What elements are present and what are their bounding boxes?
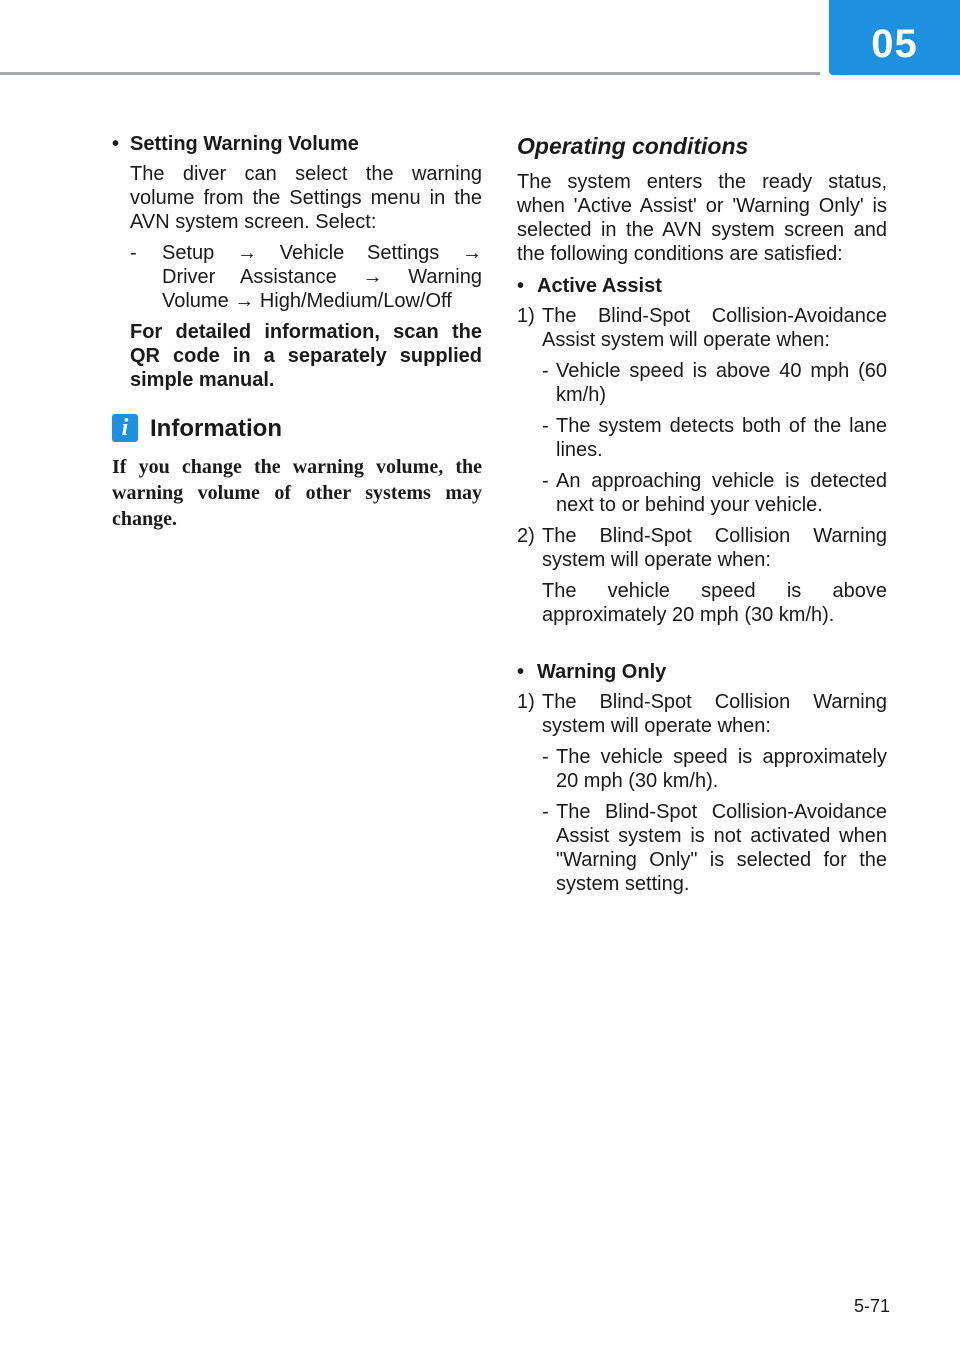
operating-conditions-intro: The system enters the ready status, when 'Active Assist' or 'Warning Only' is selected in the AVN system screen and the following conditions are satisfied:: [517, 171, 887, 265]
info-icon: [112, 414, 138, 442]
dash-mark: -: [542, 801, 549, 823]
item-number: 2): [517, 525, 535, 547]
active-assist-item-1: [517, 304, 887, 352]
page-number: 5-71: [853, 1296, 890, 1316]
warning-only-condition-2: [542, 800, 887, 896]
item-text: The Blind-Spot Collision Warning system will operate when:: [542, 525, 887, 571]
item-number: 1): [517, 305, 535, 327]
active-assist-heading: • Active Assist: [517, 274, 887, 298]
menu-path-line-2: Driver Assistance → Warning: [162, 266, 482, 288]
setting-warning-volume-heading: • Setting Warning Volume: [112, 132, 482, 156]
condition-text: The system detects both of the lane lines.: [556, 415, 887, 461]
item-text: The Blind-Spot Collision-Avoidance Assist system will operate when:: [542, 305, 887, 351]
header-rule: [0, 72, 820, 75]
condition-text: The Blind-Spot Collision-Avoidance Assist system is not activated when "Warning Only" is selected for the system setting.: [556, 801, 887, 895]
active-assist-condition-1: [542, 359, 887, 407]
item-number: 1): [517, 691, 535, 713]
menu-path-dash: -: [130, 242, 137, 264]
condition-text: The vehicle speed is approximately 20 mph (30 km/h).: [556, 746, 887, 792]
condition-text: Vehicle speed is above 40 mph (60 km/h): [556, 360, 887, 406]
active-assist-item-2: [517, 524, 887, 572]
dash-mark: -: [542, 746, 549, 768]
menu-path-line-1: Setup → Vehicle Settings →: [162, 242, 482, 264]
warning-volume-intro: The diver can select the warning volume from the Settings menu in the AVN system screen. Select:: [130, 163, 482, 233]
information-header: [112, 414, 482, 446]
active-assist-condition-2: [542, 414, 887, 462]
item-text: The Blind-Spot Collision Warning system will operate when:: [542, 691, 887, 737]
info-icon-glyph: i: [121, 415, 129, 441]
warning-only-heading: • Warning Only: [517, 660, 887, 684]
chapter-number: 05: [871, 22, 918, 66]
warning-only-condition-1: [542, 745, 887, 793]
operating-conditions-heading: Operating conditions: [517, 133, 749, 159]
dash-mark: -: [542, 415, 549, 437]
chapter-tab: [829, 0, 960, 75]
menu-path-line-3: Volume → High/Medium/Low/Off: [162, 290, 452, 312]
active-assist-condition-3: [542, 469, 887, 517]
condition-text: An approaching vehicle is detected next to or behind your vehicle.: [556, 470, 887, 516]
spacer: [517, 634, 887, 660]
dash-mark: -: [542, 360, 549, 382]
information-text: If you change the warning volume, the warning volume of other systems may change.: [112, 456, 482, 530]
menu-path: [130, 241, 482, 313]
active-assist-item-2-condition: The vehicle speed is above approximately 20 mph (30 km/h).: [542, 580, 887, 626]
left-column: [112, 132, 482, 532]
information-title: Information: [150, 415, 282, 442]
warning-only-item-1: [517, 690, 887, 738]
right-column: [517, 132, 887, 903]
qr-code-note: For detailed information, scan the QR code in a separately supplied simple manual.: [130, 321, 482, 391]
dash-mark: -: [542, 470, 549, 492]
